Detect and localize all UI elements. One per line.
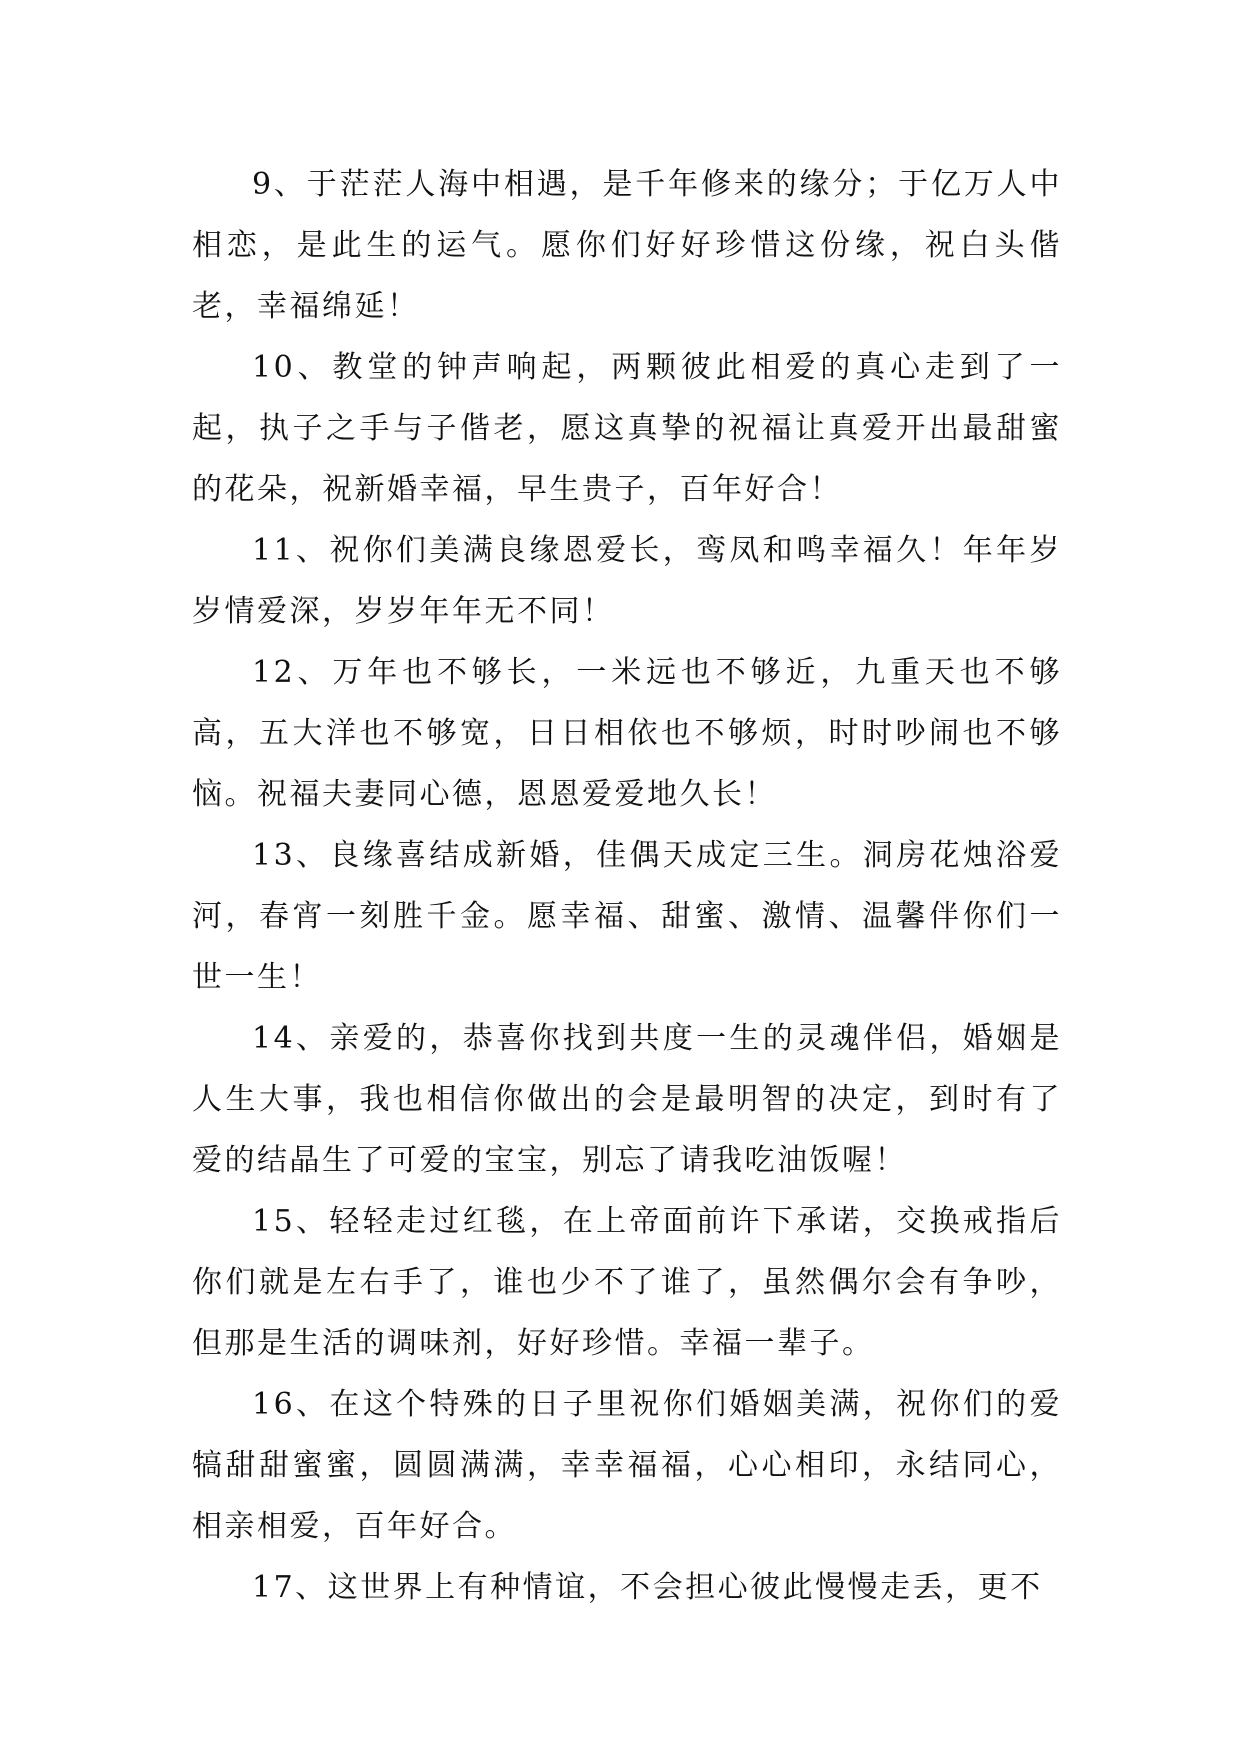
- paragraph-17: 17、这世界上有种情谊，不会担心彼此慢慢走丢，更不: [252, 1570, 1043, 1605]
- paragraph-15: 15、轻轻走过红毯，在上帝面前许下承诺，交换戒指后你们就是左右手了，谁也少不了谁了，虽然偶尔会有争吵，但那是生活的调味剂，好好珍惜。幸福一辈子。: [192, 1204, 1062, 1361]
- paragraph-11: 11、祝你们美满良缘恩爱长，鸾凤和鸣幸福久！年年岁岁情爱深，岁岁年年无不同！: [192, 533, 1062, 629]
- paragraph-13: 13、良缘喜结成新婚，佳偶天成定三生。洞房花烛浴爱河，春宵一刻胜千金。愿幸福、甜蜜、激情、温馨伴你们一世一生！: [192, 838, 1062, 995]
- paragraph-12: 12、万年也不够长，一米远也不够近，九重天也不够高，五大洋也不够宽，日日相依也不够烦，时时吵闹也不够恼。祝福夫妻同心德，恩恩爱爱地久长！: [192, 655, 1062, 812]
- paragraph-10: 10、教堂的钟声响起，两颗彼此相爱的真心走到了一起，执子之手与子偕老，愿这真挚的祝福让真爱开出最甜蜜的花朵，祝新婚幸福，早生贵子，百年好合！: [192, 350, 1062, 507]
- paragraph-14: 14、亲爱的，恭喜你找到共度一生的灵魂伴侣，婚姻是人生大事，我也相信你做出的会是最明智的决定，到时有了爱的结晶生了可爱的宝宝，别忘了请我吃油饭喔！: [192, 1021, 1062, 1178]
- document-body: [192, 154, 1062, 1618]
- paragraph-9: 9、于茫茫人海中相遇，是千年修来的缘分；于亿万人中相恋，是此生的运气。愿你们好好珍惜这份缘，祝白头偕老，幸福绵延！: [192, 167, 1062, 324]
- paragraph-16: 16、在这个特殊的日子里祝你们婚姻美满，祝你们的爱犒甜甜蜜蜜，圆圆满满，幸幸福福，心心相印，永结同心，相亲相爱，百年好合。: [192, 1387, 1062, 1544]
